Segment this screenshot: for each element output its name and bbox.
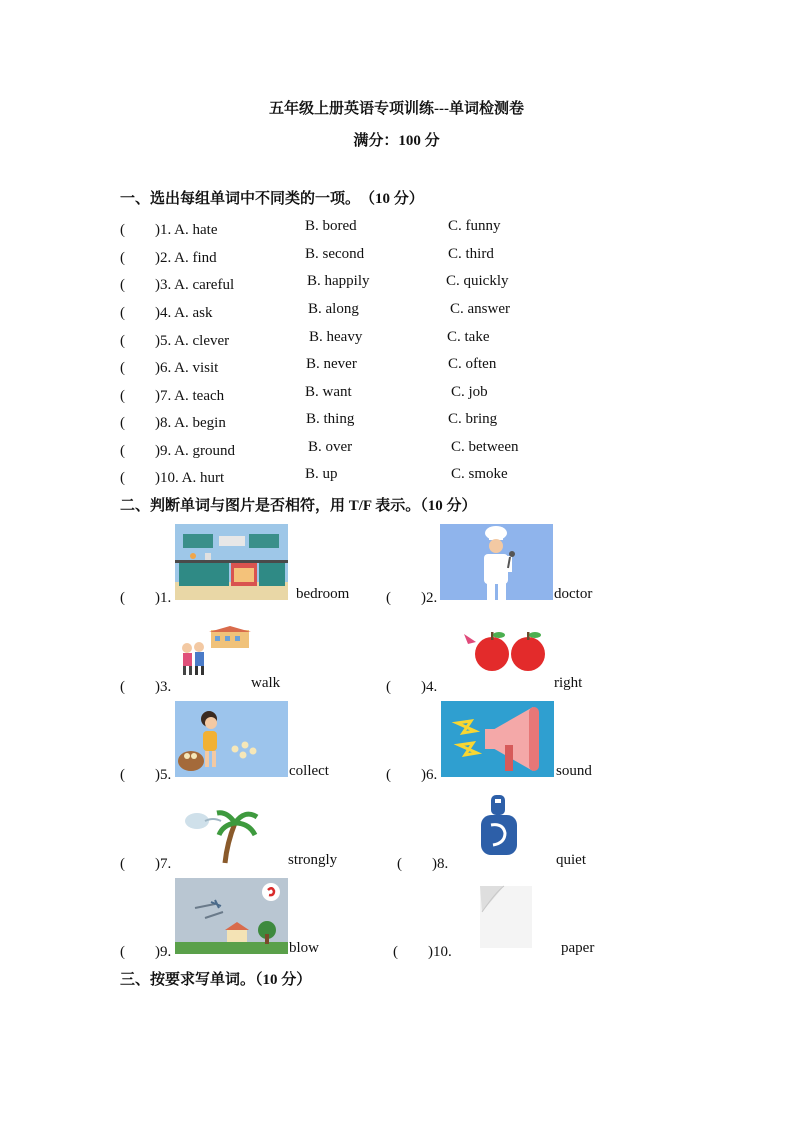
- option-b: B. along: [308, 301, 359, 317]
- section1-heading: 一、选出每组单词中不同类的一项。 （10 分）: [120, 191, 424, 207]
- option-b: B. never: [306, 356, 357, 372]
- full-score: 满分：100 分: [353, 133, 440, 149]
- girl-collecting-eggs-icon: [175, 701, 288, 777]
- option-b: B. heavy: [309, 329, 363, 345]
- windy-storm-icon: [175, 878, 288, 954]
- option-c: C. take: [447, 329, 490, 345]
- option-b: B. up: [305, 466, 338, 482]
- picture-question-number: ( )9.: [120, 944, 172, 960]
- question-number-a: ( )10. A. hurt: [120, 470, 225, 486]
- picture-word: quiet: [556, 852, 586, 868]
- option-c: C. often: [448, 356, 497, 372]
- picture-question-number: ( )2.: [386, 590, 438, 606]
- option-c: C. between: [451, 439, 519, 455]
- picture-question-number: ( )10.: [393, 944, 452, 960]
- section3-heading: 三、按要求写单词。（10 分）: [120, 972, 312, 988]
- option-c: C. answer: [450, 301, 510, 317]
- paper-sheet-icon: [474, 882, 536, 952]
- question-number-a: ( )9. A. ground: [120, 443, 235, 459]
- kitchen-icon: [175, 524, 288, 600]
- picture-question-number: ( )6.: [386, 767, 438, 783]
- kids-walking-to-school-icon: [175, 626, 251, 678]
- picture-word: collect: [289, 763, 329, 779]
- picture-word: right: [554, 675, 583, 691]
- picture-question-number: ( )7.: [120, 856, 172, 872]
- option-c: C. bring: [448, 411, 498, 427]
- picture-question-number: ( )5.: [120, 767, 172, 783]
- option-c: C. third: [448, 246, 494, 262]
- question-number-a: ( )1. A. hate: [120, 222, 218, 238]
- option-b: B. over: [308, 439, 353, 455]
- question-number-a: ( )7. A. teach: [120, 388, 225, 404]
- question-number-a: ( )2. A. find: [120, 250, 217, 266]
- picture-word: bedroom: [296, 586, 350, 602]
- picture-word: doctor: [554, 586, 593, 602]
- question-number-a: ( )8. A. begin: [120, 415, 226, 431]
- picture-word: sound: [556, 763, 592, 779]
- option-c: C. job: [451, 384, 488, 400]
- picture-question-number: ( )4.: [386, 679, 438, 695]
- picture-word: blow: [289, 940, 319, 956]
- question-number-a: ( )5. A. clever: [120, 333, 230, 349]
- option-c: C. quickly: [446, 273, 509, 289]
- question-number-a: ( )6. A. visit: [120, 360, 219, 376]
- picture-question-number: ( )1.: [120, 590, 172, 606]
- apples-icon: [462, 626, 552, 674]
- megaphone-icon: [441, 701, 554, 777]
- question-number-a: ( )3. A. careful: [120, 277, 235, 293]
- option-c: C. funny: [448, 218, 501, 234]
- chef-icon: [440, 524, 553, 600]
- picture-question-number: ( )8.: [397, 856, 449, 872]
- picture-word: paper: [561, 940, 595, 956]
- picture-word: walk: [251, 675, 281, 691]
- page-title: 五年级上册英语专项训练---单词检测卷: [269, 101, 524, 117]
- option-b: B. second: [305, 246, 365, 262]
- picture-question-number: ( )3.: [120, 679, 172, 695]
- option-b: B. bored: [305, 218, 357, 234]
- option-c: C. smoke: [451, 466, 508, 482]
- option-b: B. thing: [306, 411, 355, 427]
- quiet-gesture-icon: [475, 793, 523, 859]
- section2-heading: 二、判断单词与图片是否相符，用 T/F 表示。（10 分）: [120, 498, 477, 514]
- option-b: B. want: [305, 384, 352, 400]
- wind-palm-tree-icon: [183, 803, 259, 865]
- option-b: B. happily: [307, 273, 370, 289]
- question-number-a: ( )4. A. ask: [120, 305, 213, 321]
- picture-word: strongly: [288, 852, 338, 868]
